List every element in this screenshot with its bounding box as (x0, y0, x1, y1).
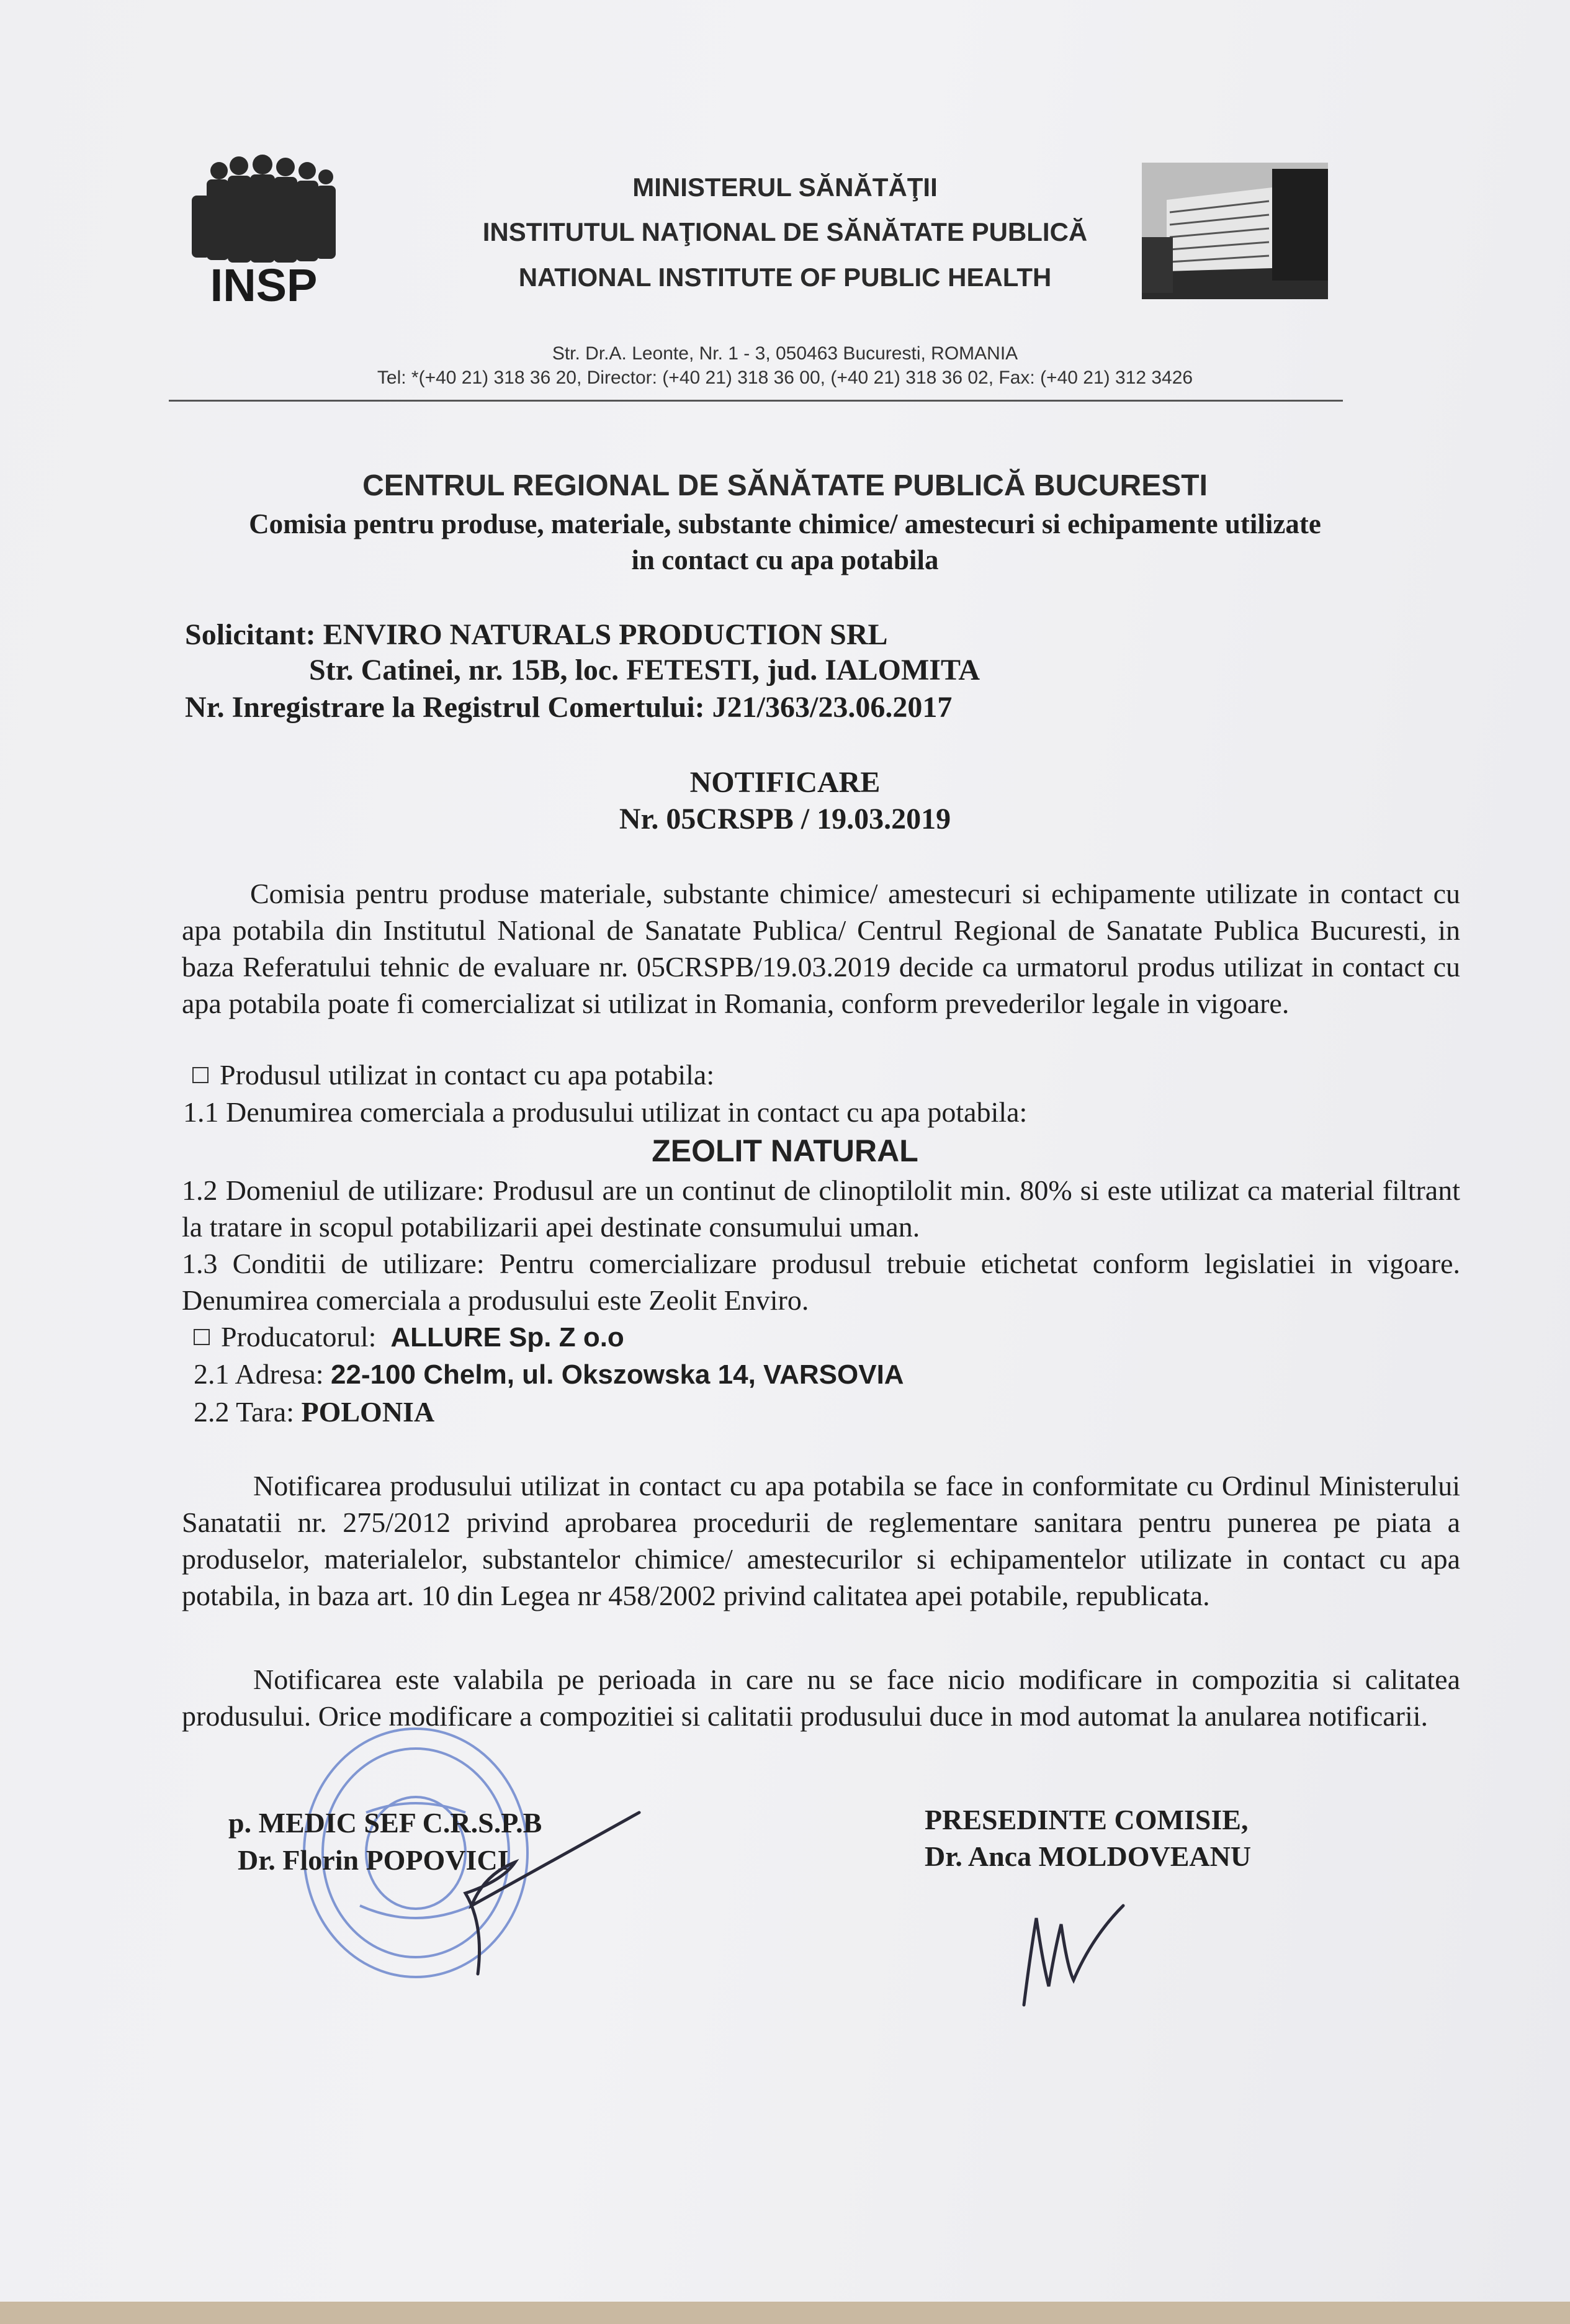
right-signatory-name: Dr. Anca MOLDOVEANU (925, 1840, 1252, 1872)
left-signatory-name: Dr. Florin POPOVICI (238, 1844, 509, 1876)
checkbox-square-icon (194, 1329, 210, 1345)
intro-paragraph: Comisia pentru produse materiale, substante chimice/ amestecuri si echipamente utilizate in contact cu apa potabila din Institutul National de Sanatate Publica/ Centrul Regional de Sanatate Publica Bucuresti, in baza Referatului tehnic de evaluare nr. 05CRSPB/19.03.2019 decide ca urmatorul produs utilizat in contact cu apa potabila poate fi comercializat si utilizat in Romania, conform prevederilor legale in vigoare. (182, 878, 1460, 1019)
right-signature (1005, 1862, 1129, 2017)
ministry-name: MINISTERUL SĂNĂTĂŢII (632, 173, 938, 202)
product-heading (192, 1058, 714, 1091)
left-signatory-title: p. MEDIC SEF C.R.S.P.B (228, 1807, 542, 1839)
producer-line (194, 1320, 624, 1353)
product-heading-text: Produsul utilizat in contact cu apa potabila: (220, 1059, 715, 1091)
address-line (194, 1358, 904, 1390)
product-name: ZEOLIT NATURAL (652, 1133, 918, 1168)
institute-contact: Tel: *(+40 21) 318 36 20, Director: (+40 21) 318 36 00, (+40 21) 318 36 02, Fax: (+40 21) 312 3426 (377, 367, 1193, 388)
address-label: 2.1 Adresa: (194, 1358, 324, 1390)
table-edge (0, 2302, 1570, 2324)
producer-label: Producatorul: (221, 1321, 377, 1353)
notification-number: Nr. 05CRSPB / 19.03.2019 (619, 803, 951, 835)
institute-name-en: NATIONAL INSTITUTE OF PUBLIC HEALTH (518, 263, 1052, 292)
institute-name-ro: INSTITUTUL NAŢIONAL DE SĂNĂTATE PUBLICĂ (482, 217, 1088, 246)
commission-line-1: Comisia pentru produse, materiale, substante chimice/ amestecuri si echipamente utilizate (249, 508, 1321, 539)
address-value: 22-100 Chelm, ul. Okszowska 14, VARSOVIA (331, 1359, 904, 1390)
logo-text: INSP (210, 259, 318, 307)
item-1-2: 1.2 Domeniul de utilizare: Produsul are un continut de clinoptilolit min. 80% si este utilizat ca material filtrant la tratare in scopul potabilizarii apei destinate consumului uman. (182, 1174, 1460, 1243)
applicant-registration: Nr. Inregistrare la Registrul Comertului: J21/363/23.06.2017 (185, 691, 953, 724)
commission-line-2: in contact cu apa potabila (631, 544, 939, 575)
header-divider (169, 400, 1343, 402)
applicant-address: Str. Catinei, nr. 15B, loc. FETESTI, jud. IALOMITA (309, 654, 980, 687)
country-value: POLONIA (301, 1396, 435, 1428)
country-label: 2.2 Tara: (194, 1396, 294, 1428)
applicant-name: Solicitant: ENVIRO NATURALS PRODUCTION SRL (185, 618, 888, 651)
left-signature (428, 1800, 652, 1986)
item-1-1: 1.1 Denumirea comerciala a produsului utilizat in contact cu apa potabila: (183, 1096, 1028, 1128)
regional-center-title: CENTRUL REGIONAL DE SĂNĂTATE PUBLICĂ BUCURESTI (362, 469, 1208, 502)
right-signatory-title: PRESEDINTE COMISIE, (925, 1804, 1249, 1835)
producer-value: ALLURE Sp. Z o.o (390, 1322, 624, 1353)
notification-title: NOTIFICARE (689, 766, 881, 799)
country-line (194, 1395, 434, 1428)
checkbox-square-icon (192, 1067, 209, 1083)
validity-paragraph: Notificarea este valabila pe perioada in care nu se face nicio modificare in compozitia si calitatea produsului. Orice modificare a compozitiei si calitatii produsului duce in mod automat la anularea notificarii. (182, 1664, 1460, 1732)
legal-paragraph: Notificarea produsului utilizat in contact cu apa potabila se face in conformitate cu Ordinul Ministerului Sanatatii nr. 275/2012 privind aprobarea procedurii de reglementare sanitara pentru punerea pe piata a produselor, materialelor, substantelor chimice/ amestecurilor si echipamentelor utilizate in contact cu apa potabila, in baza art. 10 din Legea nr 458/2002 privind calitatea apei potabile, republicata. (182, 1470, 1460, 1611)
institute-building-image (1142, 163, 1328, 299)
institute-address: Str. Dr.A. Leonte, Nr. 1 - 3, 050463 Bucuresti, ROMANIA (552, 343, 1018, 364)
item-1-3: 1.3 Conditii de utilizare: Pentru comercializare produsul trebuie etichetat conform legislatiei in vigoare. Denumirea comerciala a produsului este Zeolit Enviro. (182, 1248, 1460, 1316)
